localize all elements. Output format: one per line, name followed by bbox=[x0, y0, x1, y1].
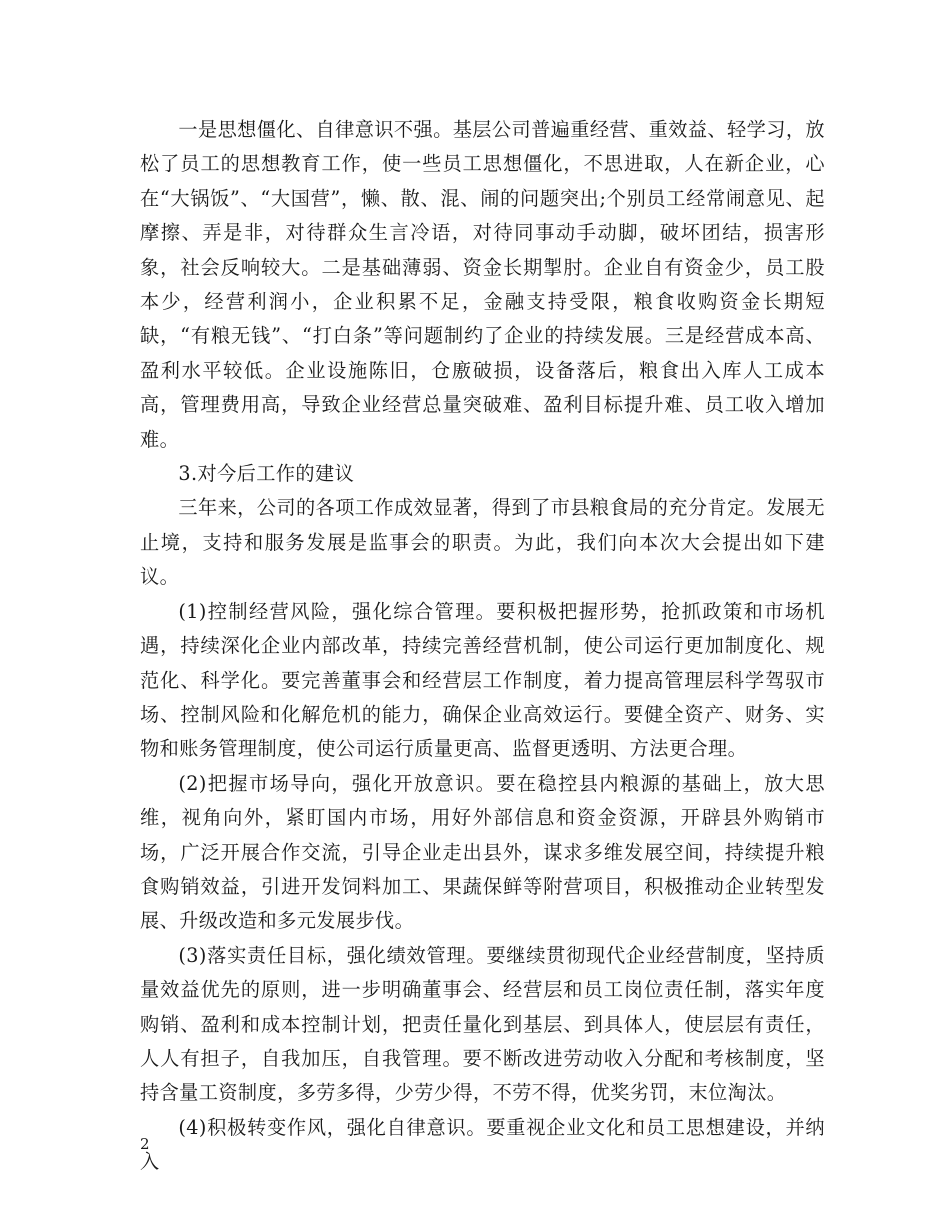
paragraph-suggestion-3: (3)落实责任目标，强化绩效管理。要继续贯彻现代企业经营制度，坚持质量效益优先的原则，进一步明确董事会、经营层和员工岗位责任制，落实年度购销、盈利和成本控制计划，把责任量化到基层、到具体人，使层层有责任，人人有担子，自我加压，自我管理。要不断改进劳动收入分配和考核制度，坚持含量工资制度，多劳多得，少劳少得，不劳不得，优奖劣罚，末位淘汰。 bbox=[140, 943, 825, 1105]
body-text bbox=[140, 113, 825, 1180]
paragraph-problems: 一是思想僵化、自律意识不强。基层公司普遍重经营、重效益、轻学习，放松了员工的思想教育工作，使一些员工思想僵化，不思进取，人在新企业，心在“大锅饭”、“大国营”，懒、散、混、闹的问题突出;个别员工经常闹意见、起摩擦、弄是非，对待群众生言冷语，对待同事动手动脚，破坏团结，损害形象，社会反响较大。二是基础薄弱、资金长期掣肘。企业自有资金少，员工股本少，经营利润小，企业积累不足，金融支持受限，粮食收购资金长期短缺，“有粮无钱”、“打白条”等问题制约了企业的持续发展。三是经营成本高、盈利水平较低。企业设施陈旧，仓廒破损，设备落后，粮食出入库人工成本高，管理费用高，导致企业经营总量突破难、盈利目标提升难、员工收入增加难。 bbox=[140, 118, 825, 451]
paragraph-suggestion-4: (4)积极转变作风，强化自律意识。要重视企业文化和员工思想建设，并纳入 bbox=[140, 1115, 825, 1174]
page-number: 2 bbox=[140, 1135, 150, 1153]
paragraph-intro: 三年来，公司的各项工作成效显著，得到了市县粮食局的充分肯定。发展无止境，支持和服务发展是监事会的职责。为此，我们向本次大会提出如下建议。 bbox=[140, 496, 825, 589]
paragraph-suggestion-1: (1)控制经营风险，强化综合管理。要积极把握形势，抢抓政策和市场机遇，持续深化企业内部改革，持续完善经营机制，使公司运行更加制度化、规范化、科学化。要完善董事会和经营层工作制度，着力提高管理层科学驾驭市场、控制风险和化解危机的能力，确保企业高效运行。要健全资产、财务、实物和账务管理制度，使公司运行质量更高、监督更透明、方法更合理。 bbox=[140, 599, 825, 761]
paragraph-suggestion-2: (2)把握市场导向，强化开放意识。要在稳控县内粮源的基础上，放大思维，视角向外，紧盯国内市场，用好外部信息和资金资源，开辟县外购销市场，广泛开展合作交流，引导企业走出县外，谋求多维发展空间，持续提升粮食购销效益，引进开发饲料加工、果蔬保鲜等附营项目，积极推动企业转型发展、升级改造和多元发展步伐。 bbox=[140, 771, 825, 933]
section-heading-suggestions: 3.对今后工作的建议 bbox=[178, 462, 355, 486]
